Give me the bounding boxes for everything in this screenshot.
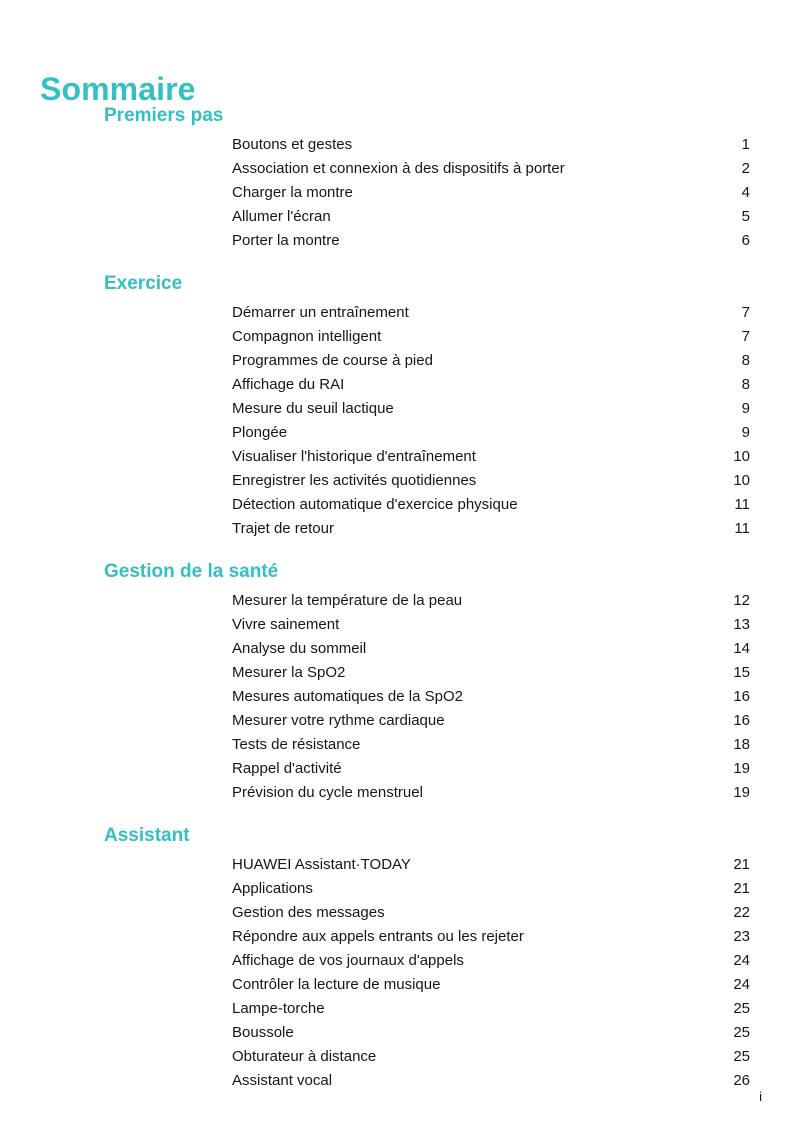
toc-entry-page-number: 7: [741, 304, 750, 321]
toc-entry[interactable]: [232, 181, 750, 205]
toc-entry-label: Boutons et gestes: [232, 136, 353, 153]
toc-entry-page-number: 16: [733, 712, 750, 729]
toc-entry[interactable]: [232, 325, 750, 349]
toc-entry-label: Prévision du cycle menstruel: [232, 784, 423, 801]
toc-entry-label: Contrôler la lecture de musique: [232, 976, 441, 993]
toc-entry-label: Répondre aux appels entrants ou les rejeter: [232, 928, 524, 945]
toc-section: [0, 104, 802, 253]
toc-entry-label: Mesures automatiques de la SpO2: [232, 688, 463, 705]
toc-entry-page-number: 9: [741, 400, 750, 417]
toc-entry-label: Mesurer la SpO2: [232, 664, 346, 681]
toc-entry-page-number: 10: [733, 448, 750, 465]
toc-entry-page-number: 22: [733, 904, 750, 921]
toc-entry-page-number: 14: [733, 640, 750, 657]
toc-entry-label: Charger la montre: [232, 184, 353, 201]
toc-entry[interactable]: [232, 973, 750, 997]
toc-entry-label: Rappel d'activité: [232, 760, 342, 777]
toc-entry-page-number: 11: [734, 520, 750, 537]
toc-entry-label: Lampe-torche: [232, 1000, 325, 1017]
toc-entry-list: [0, 589, 802, 805]
toc-entry-page-number: 8: [741, 352, 750, 369]
toc-entry-label: Gestion des messages: [232, 904, 385, 921]
toc-entry-list: [0, 853, 802, 1093]
toc-entry-page-number: 24: [733, 952, 750, 969]
toc-entry-label: Compagnon intelligent: [232, 328, 382, 345]
section-heading[interactable]: Assistant: [104, 825, 190, 846]
toc-entry[interactable]: [232, 901, 750, 925]
toc-entry-list: [0, 133, 802, 253]
toc-entry-page-number: 25: [733, 1048, 750, 1065]
toc-entry[interactable]: [232, 685, 750, 709]
toc-entry[interactable]: [232, 493, 750, 517]
toc-entry-label: Association et connexion à des dispositifs à porter: [232, 160, 565, 177]
toc-entry-label: Assistant vocal: [232, 1072, 333, 1089]
toc-entry-page-number: 1: [741, 136, 750, 153]
toc-entry-page-number: 21: [733, 880, 750, 897]
toc-entry[interactable]: [232, 205, 750, 229]
toc-sections: [0, 104, 802, 1093]
toc-entry[interactable]: [232, 133, 750, 157]
toc-entry[interactable]: [232, 613, 750, 637]
section-heading[interactable]: Gestion de la santé: [104, 561, 279, 582]
section-heading[interactable]: Premiers pas: [104, 105, 224, 126]
toc-entry[interactable]: [232, 781, 750, 805]
toc-section: [0, 560, 802, 805]
toc-entry-page-number: 4: [741, 184, 750, 201]
toc-entry[interactable]: [232, 589, 750, 613]
toc-entry-label: Visualiser l'historique d'entraînement: [232, 448, 476, 465]
toc-entry-page-number: 5: [741, 208, 750, 225]
toc-entry-page-number: 23: [733, 928, 750, 945]
toc-entry[interactable]: [232, 301, 750, 325]
toc-entry-page-number: 19: [733, 784, 750, 801]
toc-entry-page-number: 24: [733, 976, 750, 993]
toc-entry[interactable]: [232, 229, 750, 253]
toc-entry-page-number: 9: [741, 424, 750, 441]
toc-entry-label: Affichage du RAI: [232, 376, 345, 393]
toc-entry[interactable]: [232, 853, 750, 877]
toc-section: [0, 272, 802, 541]
toc-entry-label: Mesurer la température de la peau: [232, 592, 463, 609]
toc-entry[interactable]: [232, 997, 750, 1021]
toc-entry[interactable]: [232, 469, 750, 493]
toc-entry-label: Boussole: [232, 1024, 294, 1041]
toc-entry[interactable]: [232, 397, 750, 421]
toc-entry[interactable]: [232, 733, 750, 757]
toc-entry[interactable]: [232, 877, 750, 901]
toc-entry-label: Enregistrer les activités quotidiennes: [232, 472, 477, 489]
toc-entry[interactable]: [232, 949, 750, 973]
toc-section: [0, 824, 802, 1093]
toc-entry[interactable]: [232, 445, 750, 469]
toc-entry-page-number: 26: [733, 1072, 750, 1089]
toc-entry-label: Analyse du sommeil: [232, 640, 367, 657]
toc-entry-label: Obturateur à distance: [232, 1048, 377, 1065]
toc-entry-page-number: 19: [733, 760, 750, 777]
toc-entry-label: Mesurer votre rythme cardiaque: [232, 712, 445, 729]
toc-entry[interactable]: [232, 373, 750, 397]
footer-page-number: i: [759, 1089, 762, 1104]
toc-entry-page-number: 6: [741, 232, 750, 249]
toc-entry-label: Programmes de course à pied: [232, 352, 433, 369]
toc-entry-page-number: 25: [733, 1024, 750, 1041]
toc-entry[interactable]: [232, 421, 750, 445]
page-title: Sommaire: [40, 71, 196, 108]
toc-entry-label: Détection automatique d'exercice physique: [232, 496, 518, 513]
toc-entry-page-number: 12: [733, 592, 750, 609]
toc-entry-label: Plongée: [232, 424, 288, 441]
toc-entry[interactable]: [232, 925, 750, 949]
toc-entry-label: Affichage de vos journaux d'appels: [232, 952, 464, 969]
toc-entry-page-number: 11: [734, 496, 750, 513]
toc-entry-label: Porter la montre: [232, 232, 340, 249]
toc-entry[interactable]: [232, 637, 750, 661]
toc-entry[interactable]: [232, 1021, 750, 1045]
toc-entry-label: Allumer l'écran: [232, 208, 331, 225]
toc-entry[interactable]: [232, 709, 750, 733]
toc-entry[interactable]: [232, 157, 750, 181]
toc-entry-page-number: 21: [733, 856, 750, 873]
toc-entry-page-number: 16: [733, 688, 750, 705]
toc-entry-page-number: 10: [733, 472, 750, 489]
toc-entry-label: Démarrer un entraînement: [232, 304, 409, 321]
toc-entry-label: Mesure du seuil lactique: [232, 400, 394, 417]
toc-entry-list: [0, 301, 802, 541]
toc-entry-label: HUAWEI Assistant·TODAY: [232, 856, 411, 873]
toc-entry-page-number: 13: [733, 616, 750, 633]
toc-entry-label: Vivre sainement: [232, 616, 340, 633]
toc-entry[interactable]: [232, 349, 750, 373]
section-heading[interactable]: Exercice: [104, 273, 183, 294]
toc-entry-page-number: 25: [733, 1000, 750, 1017]
toc-entry-label: Trajet de retour: [232, 520, 334, 537]
toc-entry-page-number: 7: [741, 328, 750, 345]
toc-entry-page-number: 15: [733, 664, 750, 681]
toc-entry[interactable]: [232, 661, 750, 685]
toc-entry-page-number: 2: [741, 160, 750, 177]
toc-entry[interactable]: [232, 517, 750, 541]
toc-entry-label: Tests de résistance: [232, 736, 361, 753]
toc-entry[interactable]: [232, 1069, 750, 1093]
toc-entry-label: Applications: [232, 880, 313, 897]
toc-entry-page-number: 18: [733, 736, 750, 753]
toc-entry-page-number: 8: [741, 376, 750, 393]
toc-entry[interactable]: [232, 757, 750, 781]
toc-entry[interactable]: [232, 1045, 750, 1069]
